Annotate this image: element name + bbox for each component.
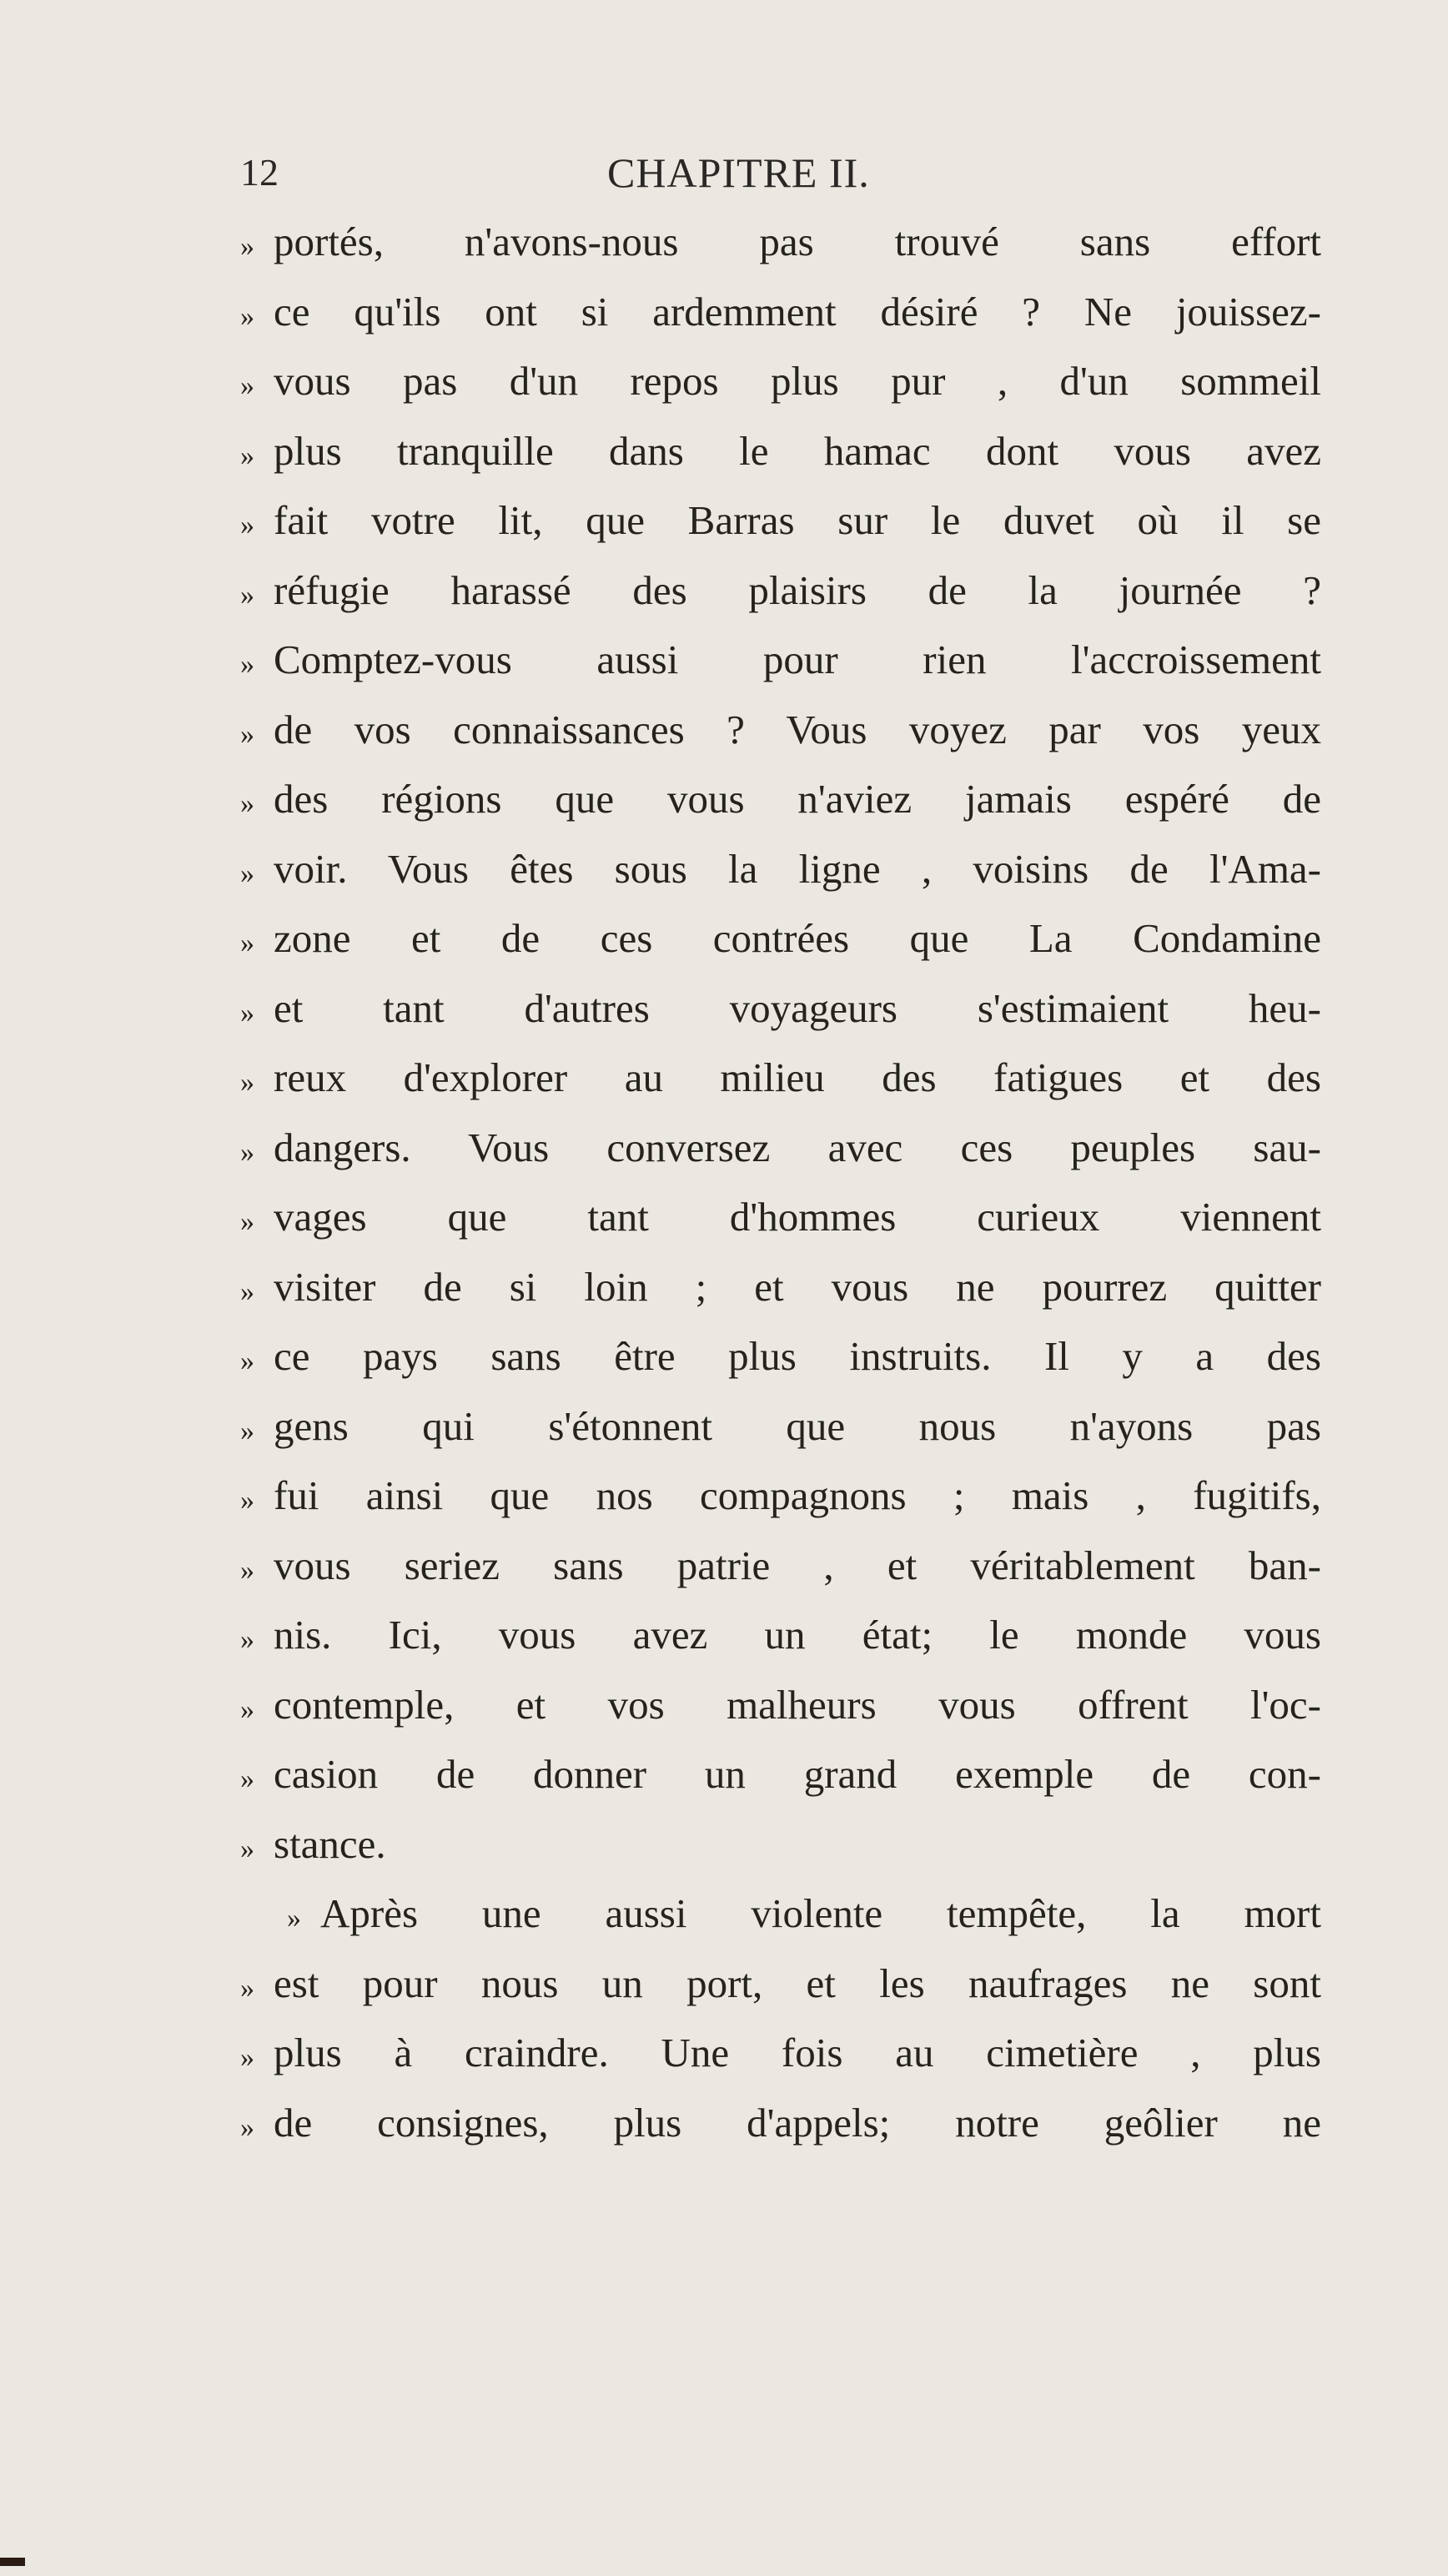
line-text: voir. Vous êtes sous la ligne , voisins de l'Ama- <box>274 845 1321 892</box>
quote-mark: » <box>287 1903 301 1934</box>
text-line <box>240 834 1321 904</box>
quote-mark: » <box>240 1067 254 1098</box>
quote-mark: » <box>240 231 254 262</box>
quote-mark: » <box>240 440 254 471</box>
quote-mark: » <box>240 997 254 1029</box>
quote-mark: » <box>240 1972 254 2004</box>
body-text <box>240 207 1321 2157</box>
text-line <box>240 625 1321 695</box>
quote-mark: » <box>240 1763 254 1794</box>
line-text: casion de donner un grand exemple de con- <box>274 1751 1321 1797</box>
line-text: fui ainsi que nos compagnons ; mais , fugitifs, <box>274 1472 1321 1518</box>
line-text: de consignes, plus d'appels; notre geôlier ne <box>274 2099 1321 2146</box>
quote-mark: » <box>240 858 254 889</box>
quote-mark: » <box>240 718 254 750</box>
quote-mark: » <box>240 1346 254 1376</box>
line-text: de vos connaissances ? Vous voyez par vos yeux <box>274 706 1321 752</box>
quote-mark: » <box>240 1275 254 1307</box>
text-line <box>240 1391 1321 1462</box>
ink-blot <box>0 2558 25 2566</box>
line-text: est pour nous un port, et les naufrages ne sont <box>274 1960 1321 2006</box>
text-line <box>240 1461 1321 1531</box>
text-line <box>240 974 1321 1044</box>
line-text: contemple, et vos malheurs vous offrent l'oc- <box>274 1681 1321 1728</box>
quote-mark: » <box>240 1136 254 1168</box>
text-line <box>240 1600 1321 1670</box>
text-line <box>240 764 1321 834</box>
quote-mark: » <box>240 788 254 819</box>
text-line <box>240 346 1321 416</box>
text-line <box>240 1113 1321 1183</box>
line-text: Comptez-vous aussi pour rien l'accroissement <box>274 636 1321 682</box>
text-line <box>240 486 1321 556</box>
quote-mark: » <box>240 510 254 541</box>
line-text: vages que tant d'hommes curieux viennent <box>274 1194 1321 1240</box>
line-text: Après une aussi violente tempête, la mort <box>320 1890 1321 1936</box>
quote-mark: » <box>240 649 254 680</box>
quote-mark: » <box>240 579 254 611</box>
quote-mark: » <box>240 2111 254 2143</box>
line-text: zone et de ces contrées que La Condamine <box>274 915 1321 961</box>
text-line <box>240 556 1321 626</box>
line-text: des régions que vous n'aviez jamais espéré de <box>274 776 1321 822</box>
text-line <box>240 416 1321 486</box>
quote-mark: » <box>240 928 254 958</box>
quote-mark: » <box>240 2042 254 2073</box>
line-text: portés, n'avons-nous pas trouvé sans effort <box>274 219 1321 264</box>
text-line <box>240 1809 1321 1879</box>
page-header <box>240 143 1321 202</box>
text-line <box>240 1879 1321 1949</box>
quote-mark: » <box>240 1624 254 1655</box>
line-text: dangers. Vous conversez avec ces peuples sau- <box>274 1124 1321 1170</box>
line-text: ce qu'ils ont si ardemment désiré ? Ne jouissez- <box>274 288 1321 335</box>
quote-mark: » <box>240 300 254 332</box>
line-text: et tant d'autres voyageurs s'estimaient heu- <box>274 984 1321 1031</box>
line-text: visiter de si loin ; et vous ne pourrez quitter <box>274 1263 1321 1310</box>
quote-mark: » <box>240 370 254 401</box>
page-number: 12 <box>240 151 279 194</box>
quote-mark: » <box>240 1554 254 1586</box>
running-head: CHAPITRE II. <box>607 149 870 196</box>
text-line <box>240 2088 1321 2158</box>
quote-mark: » <box>240 1833 254 1864</box>
text-line <box>240 1531 1321 1601</box>
line-text: ce pays sans être plus instruits. Il y a des <box>274 1333 1321 1379</box>
text-line <box>240 2018 1321 2088</box>
text-line <box>240 1739 1321 1809</box>
line-text: vous pas d'un repos plus pur , d'un sommeil <box>274 358 1321 404</box>
line-text: réfugie harassé des plaisirs de la journée ? <box>274 566 1321 613</box>
line-text: nis. Ici, vous avez un état; le monde vous <box>274 1612 1321 1658</box>
quote-mark: » <box>240 1485 254 1516</box>
text-line <box>240 695 1321 765</box>
quote-mark: » <box>240 1206 254 1237</box>
text-line <box>240 207 1321 277</box>
line-text: fait votre lit, que Barras sur le duvet où il se <box>274 497 1321 543</box>
text-line <box>240 1321 1321 1391</box>
quote-mark: » <box>240 1693 254 1725</box>
line-text: vous seriez sans patrie , et véritablement ban- <box>274 1542 1321 1588</box>
line-text: gens qui s'étonnent que nous n'ayons pas <box>274 1402 1321 1449</box>
line-text: plus à craindre. Une fois au cimetière , plus <box>274 2030 1321 2075</box>
text-line <box>240 1949 1321 2019</box>
line-text: stance. <box>274 1820 386 1867</box>
text-line <box>240 1043 1321 1113</box>
text-line <box>240 1670 1321 1740</box>
text-line <box>240 1252 1321 1322</box>
text-line <box>240 1182 1321 1252</box>
line-text: plus tranquille dans le hamac dont vous avez <box>274 427 1321 474</box>
text-line <box>240 903 1321 974</box>
text-line <box>240 277 1321 347</box>
quote-mark: » <box>240 1415 254 1446</box>
line-text: reux d'explorer au milieu des fatigues et des <box>274 1054 1321 1100</box>
